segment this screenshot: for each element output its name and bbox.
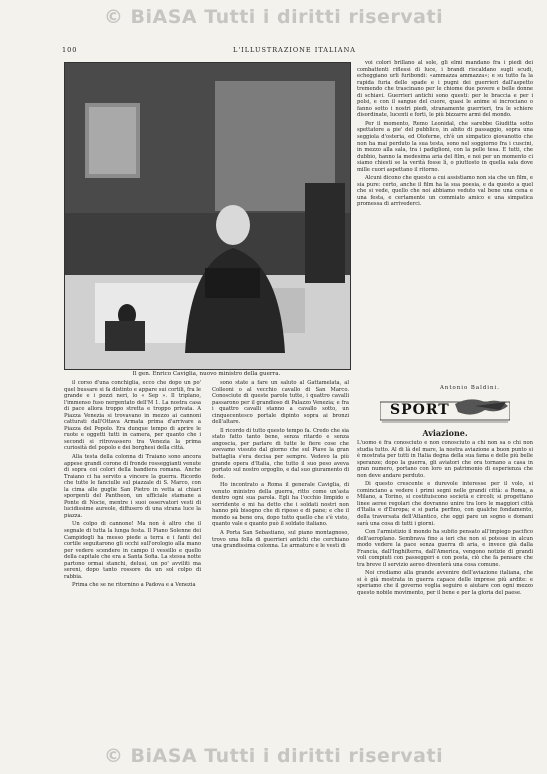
- watermark-top: © BiASA Tutti i diritti riservati: [103, 6, 444, 28]
- paragraph: Noi crediamo alla grande avvenire dell'aviazione italiana, che si è già mostrata in guerra capace delle imprese più ardite: e speriamo che il governo voglia seguire e aiutare con ogni mezzo questo nobile movimento, per il bene e per la gloria del paese.: [357, 570, 533, 597]
- aviation-article-column: [357, 440, 533, 735]
- portrait-photo-image: [65, 63, 350, 369]
- paragraph: Un colpo di cannone! Ma non è altro che il segnale di tutta la lunga festa. Il Piano Solenne dei Campidogli ha messo piede a terra e i fanti del cortile seguitarono gli occhi sull'orologio alla mano per vedere scendere in campo il vessillo e quello della capitale che era a Santa Sofia. La stessa notte partono ormai stanchi, delusi, un po' avviliti ma sereni, dopo tanto rossore da un sol colpo di rabbia.: [64, 521, 201, 580]
- article-column-2: [212, 380, 349, 735]
- publication-title: L'ILLUSTRAZIONE ITALIANA: [233, 46, 356, 54]
- paragraph: L'uomo è fra conosciuto e non conosciuto a chi non sa o chi non studia tutto. Al di là del mare, la nostra aviazione a buon punto si è mostrata per tutti in Italia degna della sua fama e delle più belle speranze; dopo la guerra, gli aviatori che ora tornano a casa in gran numero, portano con loro un patrimonio di esperienza che non deve andare perduto.: [357, 440, 533, 479]
- section-title: Aviazione.: [422, 428, 468, 438]
- paragraph: sono state a fare un saluto al Gattamelata, al Colleoni o al vecchio cavallo di San Marco. Conosciute di queste parole tutte, i quattro cavalli passarono per il grandioso di Palazzo Venezia; e fra i quattro cavalli stanno a cavallo sotto, un cinquecentesco portale dipinto sopra ai bronzi dell'altare.: [212, 380, 349, 426]
- page-number: 100: [62, 46, 78, 54]
- article-column-3: [357, 60, 533, 393]
- paragraph: Con l'armistizio il mondo ha subito pensato all'impiego pacifico dell'aeroplano. Sembrava fino a ieri che non si potesse in alcun modo vedere la pace senza guerra di aria, e invece già dalla Francia, dall'Inghilterra, dall'America, vengono notizie di grandi voli compiuti con passeggeri e con posta, ciò che fa pensare che tra breve il servizio aereo diventerà una cosa comune.: [357, 529, 533, 568]
- watermark-bottom: © BiASA Tutti i diritti riservati: [103, 745, 444, 767]
- paragraph: Alla testa della colonna di Traiano sono ancora appese grandi corone di fronde rosseggianti venute di sopra coi colori della bandiera romana. Anche Traiano ci ha servito a vincere la guerra. Ricordo che tutte le fanciulle sul piazzale di S. Marco, con la cima alle guglie San Pietro in vetta ai chiari sporgenti del Pantheon, un ufficiale stamane a Ponte di Nocie, mentre i suoi osservatori vesti di lucidissime aureole, diffusero di una strana luce la piazza.: [64, 454, 201, 519]
- paragraph: Alcuni dicono che questo a cui assistiamo non sia che un film, e sia pure: certo, anche il film ha la sua poesia, e da questo a quel che si vede, quello che noi abbiamo veduto val bene una cena e una festa, e certamente un commiato amico e una simpatica promessa di arrivederci.: [357, 175, 533, 208]
- sport-banner-label: SPORT: [390, 402, 450, 418]
- photo-caption: Il gen. Enrico Caviglia, nuovo ministro della guerra.: [132, 371, 281, 377]
- paragraph: il corso d'una conchiglia, ecco che dopo un po' quel bussare si fa distinto e appare sui cortili, fra le grande e i pozzi neri, lo « Sep ». Il triplano, l'immenso fuso nergentato dell'M 1. La nostra casa di pace allora troppo stretta e troppo privata. A Piazza Venezia si trovavano in mezzo ai cannoni catturati dall'Ottava Armata prima d'arrivare a Piazza del Popolo. Era dunque tempo di aprire le ruote e oggetti tutti in camera, per quanto che i secondi si ritrovassero tra Venezia la prima curiosità del popolo e dei borghesi della città.: [64, 380, 201, 452]
- portrait-photo: [64, 62, 351, 370]
- author-signature: Antonio Baldini.: [440, 385, 500, 391]
- paragraph: voi colori brillano al sole, gli elmi mandano fra i piedi dei combattenti riflessi di luce, i brandi riscaldano sugli scudi, echeggiano urli furibondi: «ammazza ammazza»; e su tutto fa la rapida furia delle spade e i pugni dei guerrieri dall'aspetto tremendo che trascinano per le chiome due povere e belle donne di schiavi. Guerrieri antichi sono questi: per le braccia e per i polsi, e con il sangue del cuore, quasi le anime si incrociano o fanno sotto i nostri piedi, stranamente guerrieri, tra le schiere disordinate, lucenti e forti, le più bizzarre armi del mondo.: [357, 60, 533, 119]
- article-column-1: [64, 380, 201, 735]
- paragraph: Per il momento, Remo Leonidal, che sarebbe Giuditta sotto spettatore a pie' del pubblico, in abito di passaggio, sopra una seggiola d'osteria, ed Oloferne, ch'è un simpatico giovanotto che non ha mai perduto la sua testa, sono nel soggiorno fra i cuscini, in mezzo alla sala, tra i padiglioni, con la pelle tesa. E tutti, che dubbio, hanno la medesima aria del film, e noi per un momento ci siamo chiesti se la verità fosse lì, o piuttosto in quella sala dove mille cuori aspettano il ritorno.: [357, 120, 533, 173]
- paragraph: A Porta San Sebastiano, sul piano montagnoso, trovo una folla di guerrieri antichi che cerchiano una grandissima colonna. Le armature e le vesti di: [212, 530, 349, 550]
- paragraph: Di questo crescente e durevole interesse per il volo, si cominciano a vedere i primi segni nelle grandi città: a Roma, a Milano, a Torino, si costituiscono società e circoli; si progettano linee aeree regolari che dovranno unire tra loro le maggiori città d'Italia e d'Europa; e si parla perfino, con qualche fondamento, della traversata dell'Atlantico, che oggi pare un sogno e domani sarà una cosa di tutti i giorni.: [357, 481, 533, 527]
- page-header: [62, 46, 527, 58]
- paragraph: Prima che se ne ritornino a Padova e a Venezia: [72, 582, 196, 589]
- paragraph: Ho incontrato a Roma il generale Caviglia, di venuto ministro della guerra, ritto come un'asta dentro ogni sua parola. Egli ha l'occhio limpido e sorridente e mi ha detto che i soldati nostri non hanno più bisogno che di riposo e di pane; e che il mondo sa bene ora, dopo tutto quello che s'è visto, quanto vale e quanto può il soldato italiano.: [212, 482, 349, 528]
- paragraph: Il ricordo di tutto questo tempo fa. Credo che sia stato fatto tanto bene, senza ritardo e senza angoscia, per parlare di tutte le fiere cose che avevamo vissuto dal giorno che sul Piave la gran battaglia s'era decisa per sempre. Vedevo la più grande opera d'Italia, che tutto il suo peso aveva portato sul nostro orgoglio, e dal suo giuramento di fede.: [212, 427, 349, 480]
